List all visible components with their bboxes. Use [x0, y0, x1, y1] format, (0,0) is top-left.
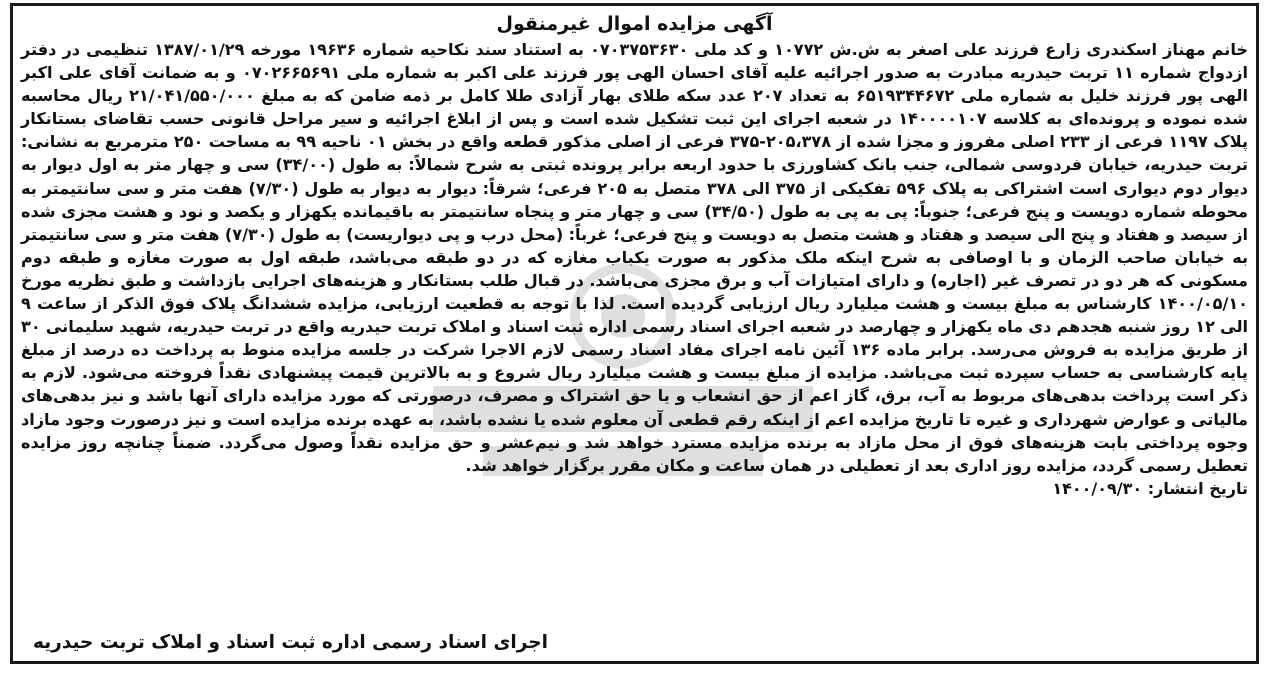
notice-text-part-1: خانم مهناز اسکندری زارع فرزند علی اصغر به ش.ش ۱۰۷۷۲ و کد ملی ۰۷۰۳۷۵۳۶۳۰ به استناد سند نکاحیه شماره ۱۹۶۳۶ مورخه ۱۳۸۷/۰۱/۲۹ تنظیمی در دفتر ازدواج شماره ۱۱ تربت حیدریه مبادرت به صدور اجرائیه علیه آقای احسان الهی پور فرزند علی اکبر به شماره ملی ۰۷۰۲۶۶۵۶۹۱ و به ضمانت آقای علی اکبر الهی پور فرزند خلیل به شماره ملی ۶۵۱۹۳۴۴۶۷۲ به تعداد ۲۰۷ عدد سکه طلای بهار آزادی طلا کامل بر ذمه ضامن که به مبلغ ۲۱/۰۴۱/۵۵۰/۰۰۰ ریال محاسبه شده نموده و پرونده‌ای به کلاسه ۱۴۰۰۰۰۱۰۷ در شعبه اجرای این ثبت تشکیل شده است و پس از ابلاغ اجرائیه و سیر مراحل قانونی حسب تقاضای بستانکار پلاک ۱۱۹۷ فرعی از ۲۳۳ اصلی مفروز و مجزا شده از ۲۰۵،۳۷۸-۳۷۵ فرعی از اصلی مذکور قطعه واقع در بخش ۰۱ ناحیه ۹۹ به مساحت ۲۵۰ مترمربع به نشانی: تربت حیدریه، خیابان فردوسی شمالی، جنب بانک کشاورزی با حدود اربعه برابر پرونده ثبتی به شرح شمالاً: به طول (۳۴/۰۰) سی و چهار متر به اول دیوار به دیوار دوم دیواری است اشتراکی به پلاک ۵۹۶ تفکیکی از ۳۷۵ الی ۳۷۸ متصل به ۲۰۵ فرعی؛ شرقاً: دیوار به دیوار به طول (۷/۳۰) هفت متر و سی سانتیمتر به محوطه شماره دویست و پنج فرعی؛ جنوباً: پی به پی به طول (۳۴/۵۰) سی و چهار متر و پنجاه سانتیمتر به باقیمانده یکهزار و یکصد و نود و هشت مجزی شده از سیصد و هفتاد و پنج الی سیصد و هفتاد و هشت متصل به دویست و پنج فرعی؛ غرباً: (محل درب و پی دیواریست) به طول (۷/۳۰) هفت متر و سی سانتیمتر به خیابان صاحب الزمان و با اوصافی به شرح اینکه ملک مذکور به صورت یکباب مغازه که در دو طبقه می‌باشد، طبقه اول به صورت مغازه و طبقه دوم مسکونی که هر دو در تصرف غیر (اجاره) و دارای امتیازات آب و برق مجزی می‌باشد. در قبال طلب بستانکار و هزینه‌های اجرایی بازداشت و طبق نظریه مورخ ۱۴۰۰/۰۵/۱۰ کارشناس به مبلغ بیست و هشت میلیارد ریال ارزیابی گردیده است. لذا با توجه به قطعیت ارزیابی، مزایده ششدانگ پلاک فوق الذکر: [21, 40, 1249, 314]
notice-content: [21, 10, 1248, 657]
publish-date: تاریخ انتشار: ۱۴۰۰/۰۹/۳۰: [1052, 478, 1248, 498]
notice-paragraph: [21, 38, 1248, 477]
signature: اجرای اسناد رسمی اداره ثبت اسناد و املاک تربت حیدریه: [33, 632, 548, 653]
auction-base-price-text: مبلغ بیست و هشت میلیارد ریال: [546, 363, 801, 383]
notice-frame: [10, 3, 1259, 664]
notice-text-part-2: در شعبه اجرای اسناد رسمی اداره ثبت اسناد و املاک تربت حیدریه واقع در تربت حیدریه، شهید سلیمانی ۳۰ از طریق مزایده به فروش می‌رسد. برابر ماده ۱۳۶ آئین نامه اجرای مفاد اسناد رسمی لازم الاجرا شرکت در جلسه مزایده منوط به پرداخت ده درصد از مبلغ پایه کارشناسی به حساب سپرده ثبت می‌باشد. مزایده از: [21, 317, 1248, 383]
auction-time-text: از ساعت ۹ الی ۱۲ روز شنبه هجدهم دی ماه یکهزار و چهارصد: [21, 294, 1249, 337]
notice-title: آگهی مزایده اموال غیرمنقول: [496, 13, 773, 35]
notice-text-part-3: شروع و به بالاترین قیمت پیشنهادی نقداً فروخته می‌شود. لازم به ذکر است پرداخت بدهی‌های مربوط به آب، برق، گاز اعم از حق انشعاب و یا حق اشتراک و مصرف، درصورتی که مورد مزایده دارای آنها باشد و نیز بدهی‌های مالیاتی و عوارض شهرداری و غیره تا تاریخ مزایده اعم از اینکه رقم قطعی آن معلوم شده یا نشده باشد، به عهده برنده مزایده است و نیز درصورت وجود مازاد وجوه پرداختی بابت هزینه‌های فوق از محل مازاد به برنده مزایده مسترد خواهد شد و نیم‌عشر و حق مزایده نقداً وصول می‌گردد. ضمناً چنانچه روز مزایده تعطیل رسمی گردد، مزایده روز اداری بعد از تعطیلی در همان ساعت و مکان مقرر برگزار خواهد شد.: [21, 363, 1248, 475]
notice-body: [21, 38, 1248, 477]
